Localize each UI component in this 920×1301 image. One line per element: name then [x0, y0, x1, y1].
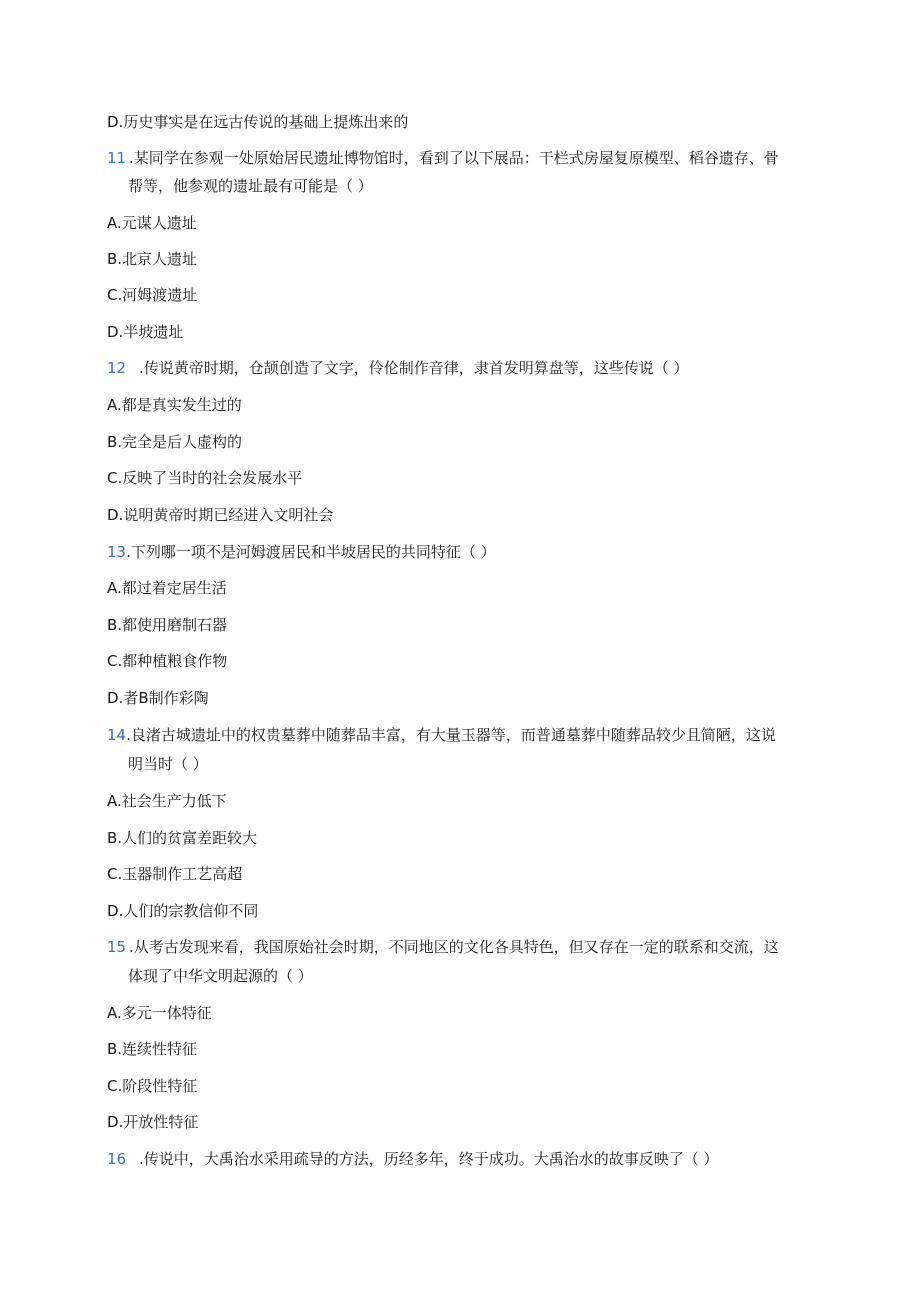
question-text: .传说黄帝时期，仓颉创造了文字，伶伦制作音律，隶首发明算盘等，这些传说（ ） — [139, 359, 689, 377]
question-number: 13 — [107, 543, 127, 561]
option-13-a: A.都过着定居生活 — [107, 579, 227, 597]
option-11-c: C.河姆渡遗址 — [107, 286, 198, 304]
option-10-d: D.历史事实是在远古传说的基础上提炼出来的 — [107, 113, 409, 131]
question-14 — [107, 725, 776, 745]
option-15-d: D.开放性特征 — [107, 1113, 199, 1131]
option-15-c: C.阶段性特征 — [107, 1077, 198, 1095]
question-13 — [107, 542, 496, 562]
option-12-c: C.反映了当时的社会发展水平 — [107, 469, 303, 487]
option-13-c: C.都种植粮食作物 — [107, 652, 228, 670]
option-11-d: D.半坡遗址 — [107, 323, 184, 341]
question-text: .下列哪一项不是河姆渡居民和半坡居民的共同特征（ ） — [126, 543, 496, 561]
question-text: .良渚古城遗址中的权贵墓葬中随葬品丰富，有大量玉器等，而普通墓葬中随葬品较少且简陋，这说 — [126, 726, 776, 744]
question-text: .传说中，大禹治水采用疏导的方法，历经多年，终于成功。大禹治水的故事反映了（ ） — [139, 1150, 719, 1168]
option-11-b: B.北京人遗址 — [107, 250, 198, 268]
question-number: 14 — [107, 726, 127, 744]
question-number: 16 — [107, 1150, 127, 1168]
question-15 — [107, 937, 779, 957]
question-16 — [107, 1149, 719, 1169]
option-11-a: A.元谋人遗址 — [107, 214, 197, 232]
option-12-d: D.说明黄帝时期已经进入文明社会 — [107, 506, 334, 524]
question-11 — [107, 148, 779, 168]
question-11-continuation: 帮等，他参观的遗址最有可能是（ ） — [128, 177, 373, 195]
option-12-b: B.完全是后人虚构的 — [107, 433, 243, 451]
question-text: .从考古发现来看，我国原始社会时期，不同地区的文化各具特色，但又存在一定的联系和交流，这 — [129, 938, 779, 956]
question-text: .某同学在参观一处原始居民遗址博物馆时，看到了以下展品：干栏式房屋复原模型、稻谷遗存、骨 — [129, 149, 779, 167]
option-12-a: A.都是真实发生过的 — [107, 396, 242, 414]
question-number: 12 — [107, 359, 127, 377]
question-15-continuation: 体现了中华文明起源的（ ） — [128, 967, 313, 985]
option-14-c: C.玉器制作工艺高超 — [107, 865, 243, 883]
option-13-b: B.都使用磨制石器 — [107, 616, 228, 634]
option-15-a: A.多元一体特征 — [107, 1004, 212, 1022]
question-12 — [107, 358, 689, 378]
question-number: 11 — [107, 149, 127, 167]
question-14-continuation: 明当时（ ） — [128, 755, 208, 773]
option-14-a: A.社会生产力低下 — [107, 792, 227, 810]
option-13-d: D.者B制作彩陶 — [107, 689, 209, 707]
option-15-b: B.连续性特征 — [107, 1040, 198, 1058]
option-14-b: B.人们的贫富差距较大 — [107, 829, 258, 847]
option-14-d: D.人们的宗教信仰不同 — [107, 902, 259, 920]
question-number: 15 — [107, 938, 127, 956]
